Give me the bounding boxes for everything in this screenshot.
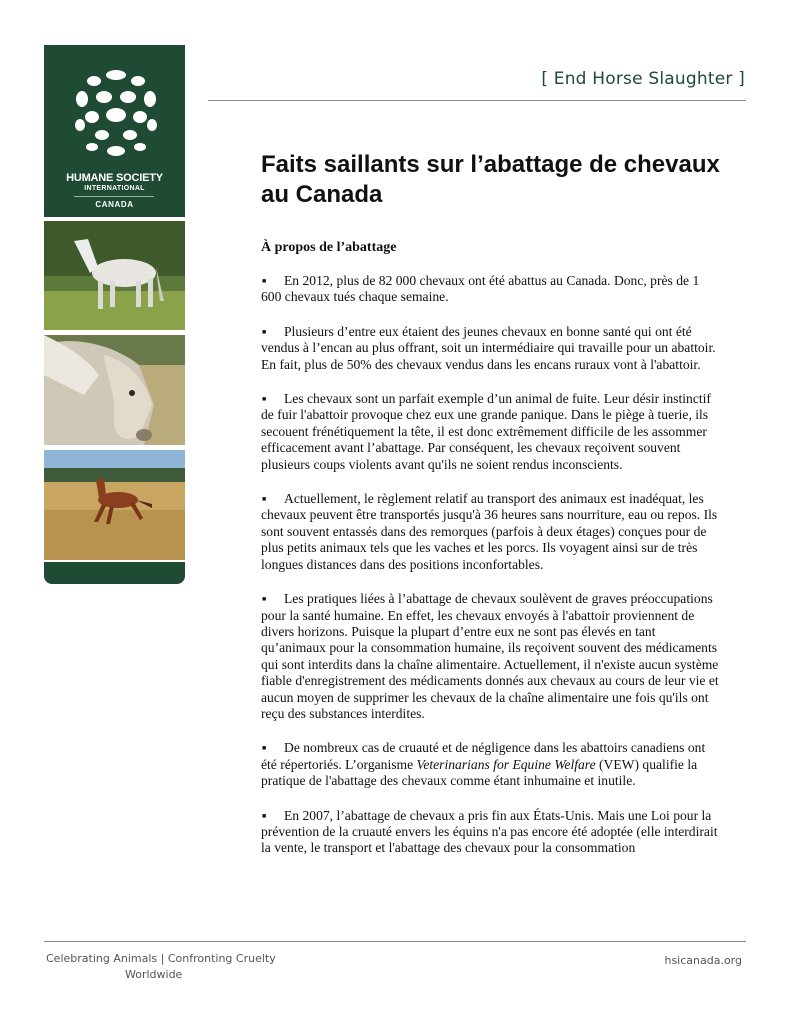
sidebar-footer-bar	[44, 562, 185, 584]
footer-divider	[44, 941, 746, 942]
square-bullet-icon: ■	[262, 495, 267, 504]
square-bullet-icon: ■	[262, 395, 267, 404]
paragraph-text: En 2012, plus de 82 000 chevaux ont été abattus au Canada. Donc, près de 1 600 chevaux tués chaque semaine.	[261, 273, 700, 305]
square-bullet-icon: ■	[262, 595, 267, 604]
footer-website: hsicanada.org	[664, 954, 742, 967]
hsi-logo	[44, 45, 185, 217]
campaign-header: [ End Horse Slaughter ]	[541, 69, 745, 89]
paragraph-text: Les chevaux sont un parfait exemple d’un animal de fuite. Leur désir instinctif de fuir l'abattoir provoque chez eux une grande panique. Dans le piège à tuerie, ils secouent frénétiquement la tête, il est donc extrêmement difficile de les assommer efficacement avant l’abattage. Par conséquent, les chevaux reçoivent souvent plusieurs coups violents avant qu'ils ne soient rendus inconscients.	[261, 391, 711, 472]
list-item	[261, 591, 723, 722]
square-bullet-icon: ■	[262, 811, 267, 820]
paragraph-text: Actuellement, le règlement relatif au transport des animaux est inadéquat, les chevaux peuvent être transportés jusqu'à 36 heures sans nourriture, eau ou repos. Ils sont souvent entassés dans des remorques (parfois à deux étages) conçues pour de plus petits animaux tels que les vaches et les porcs. Ils voyagent ainsi sur de très longues distances dans des positions inconfortables.	[261, 491, 718, 572]
sidebar	[44, 45, 185, 585]
logo-text-international: INTERNATIONAL	[84, 185, 145, 192]
photo-horse-portrait	[44, 335, 185, 445]
list-item	[261, 740, 723, 789]
header-divider	[208, 100, 746, 101]
section-heading: À propos de l’abattage	[261, 240, 397, 255]
paragraph-text: Plusieurs d’entre eux étaient des jeunes chevaux en bonne santé qui ont été vendus à l’encan au plus offrant, soit un intermédiaire qui travaille pour un abattoir. En fait, plus de 50% des chevaux vendus dans les encans ruraux vont à l'abattoir.	[261, 323, 716, 372]
photo-foal-running	[44, 450, 185, 560]
paragraph-text: En 2007, l’abattage de chevaux a pris fin aux États-Unis. Mais une Loi pour la prévention de la cruauté envers les équins n'a pas encore été adoptée (elle interdirait la vente, le transport et l'abattage des chevaux pour la consommation	[261, 807, 718, 856]
logo-text-canada: CANADA	[95, 200, 134, 209]
paragraph-text: Les pratiques liées à l’abattage de chevaux soulèvent de graves préoccupations pour la santé humaine. En effet, les chevaux envoyés à l'abattoir proviennent de divers horizons. Puisque la plupart d’entre eux ne sont pas élevés en tant qu’animaux pour la consommation humaine, ils reçoivent souvent des médicaments qui sont interdits dans la chaîne alimentaire. Actuellement, il n'existe aucun système fiable d'enregistrement des médicaments donnés aux chevaux au cours de leur vie et aucun moyen de supprimer les chevaux de la chaîne alimentaire une fois qu'ils ont reçu des substances interdites.	[261, 591, 719, 721]
photo-white-horse	[44, 221, 185, 330]
list-item	[261, 491, 723, 573]
organization-name: Veterinarians for Equine Welfare	[416, 756, 596, 772]
paragraph-text-after: (VEW) qualifie la pratique de l'abattage des chevaux comme étant inhumaine et inutile.	[261, 756, 698, 789]
footer-tagline	[46, 951, 286, 983]
document-body	[261, 273, 723, 875]
square-bullet-icon: ■	[262, 327, 267, 336]
footer-tagline-line2: Worldwide	[125, 968, 183, 981]
footer-tagline-line1: Celebrating Animals | Confronting Cruelty	[46, 952, 276, 965]
list-item	[261, 273, 723, 306]
logo-text-humane-society: HUMANE SOCIETY	[66, 172, 163, 184]
list-item	[261, 391, 723, 473]
list-item	[261, 808, 723, 857]
paragraph-text-before: De nombreux cas de cruauté et de négligence dans les abattoirs canadiens ont été répertoriés. L’organisme	[261, 740, 706, 772]
logo-divider	[74, 196, 154, 197]
animal-circle-logo-icon	[64, 61, 168, 165]
document-title: Faits saillants sur l’abattage de chevaux au Canada	[261, 151, 720, 208]
square-bullet-icon: ■	[262, 277, 267, 285]
square-bullet-icon: ■	[262, 744, 267, 753]
list-item	[261, 324, 723, 373]
